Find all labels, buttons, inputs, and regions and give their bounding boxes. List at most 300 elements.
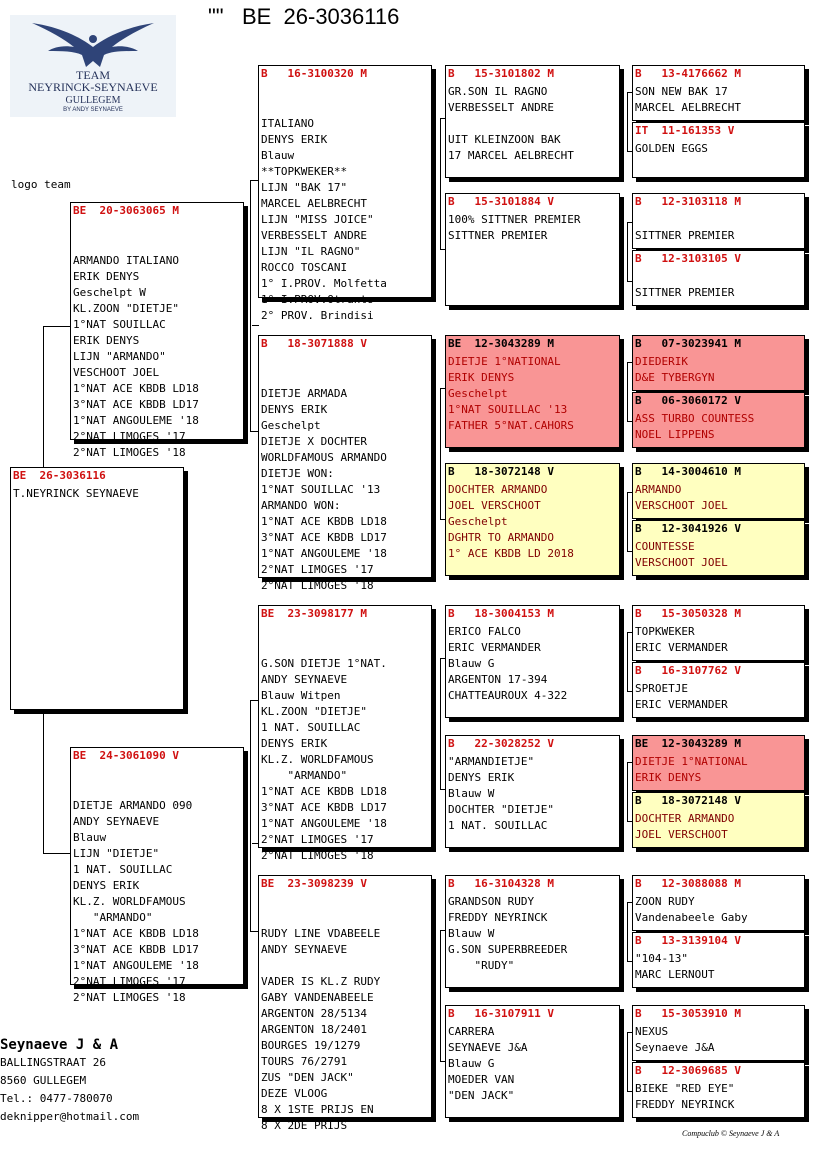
ring-header xyxy=(446,336,619,352)
detail-line: ARGENTON 18/2401 xyxy=(261,1023,367,1036)
ring-number: 12-3043289 xyxy=(474,337,541,350)
owner-email[interactable]: deknipper@hotmail.com xyxy=(0,1110,140,1123)
sex-code: M xyxy=(547,607,554,620)
ring-header xyxy=(446,194,619,210)
pigeon-details xyxy=(633,752,804,786)
sex-code: V xyxy=(734,252,741,265)
ring-header xyxy=(633,336,804,352)
ancestor-card[interactable] xyxy=(632,335,805,391)
detail-line: FATHER 5°NAT.CAHORS xyxy=(448,419,574,432)
detail-line: 2°NAT LIMOGES '17 xyxy=(261,563,374,576)
detail-line: 1° I.PROV. Molfetta xyxy=(261,277,387,290)
pigeon-details xyxy=(633,809,804,843)
connector xyxy=(252,325,259,326)
ring-number: 14-3004610 xyxy=(661,465,728,478)
detail-line: "RUDY" xyxy=(448,959,515,972)
detail-line: SITTNER PREMIER xyxy=(635,286,735,299)
ring-number: 12-3043289 xyxy=(661,737,728,750)
pigeon-details xyxy=(633,892,804,926)
pigeon-details xyxy=(446,82,619,164)
detail-line: SITTNER PREMIER xyxy=(635,229,735,242)
pedigree-title: "" BE 26-3036116 xyxy=(208,4,400,29)
ring-number: 13-4176662 xyxy=(661,67,728,80)
detail-line xyxy=(635,269,804,285)
sex-code: V xyxy=(734,394,741,407)
sex-code: V xyxy=(734,664,741,677)
ancestor-card[interactable] xyxy=(632,463,805,519)
detail-line: 1° I.PROV.Otranto xyxy=(261,293,374,306)
country-code: B xyxy=(635,465,642,478)
detail-line: Blauw W xyxy=(448,927,495,940)
pigeon-details xyxy=(633,267,804,301)
ring-number: 18-3004153 xyxy=(474,607,541,620)
sex-code: M xyxy=(734,607,741,620)
country-code: B xyxy=(635,877,642,890)
detail-line: SITTNER PREMIER xyxy=(448,229,548,242)
great-grandparent-card[interactable] xyxy=(445,65,620,178)
ancestor-card[interactable] xyxy=(632,735,805,791)
detail-line: 1°NAT ANGOULEME '18 xyxy=(261,547,387,560)
pigeon-details xyxy=(446,210,619,244)
sex-code: V xyxy=(734,1064,741,1077)
country-code: BE xyxy=(73,204,87,217)
ring-number: 18-3071888 xyxy=(287,337,354,350)
team-logo xyxy=(10,15,176,117)
ring-header xyxy=(633,194,804,210)
detail-line: ARGENTON 17-394 xyxy=(448,673,548,686)
ring-number: 16-3107762 xyxy=(661,664,728,677)
detail-line: Blauw G xyxy=(448,1057,495,1070)
detail-line: Blauw xyxy=(73,831,107,844)
detail-line: MOEDER VAN xyxy=(448,1073,515,1086)
detail-line: ANDY SEYNAEVE xyxy=(261,943,348,956)
owner-city: 8560 GULLEGEM xyxy=(0,1074,87,1087)
sex-code: M xyxy=(360,67,367,80)
detail-line: 2°NAT LIMOGES '18 xyxy=(261,579,374,592)
country-code: B xyxy=(448,465,455,478)
pigeon-details xyxy=(633,82,804,116)
ancestor-card[interactable] xyxy=(632,605,805,661)
detail-line: WORLDFAMOUS ARMANDO xyxy=(261,451,387,464)
detail-line: G.SON DIETJE 1°NAT. xyxy=(261,657,387,670)
ring-header xyxy=(446,876,619,892)
detail-line: VERSCHOOT JOEL xyxy=(635,556,728,569)
great-grandparent-card[interactable] xyxy=(445,875,620,988)
detail-line: LIJN "IL RAGNO" xyxy=(261,245,361,258)
detail-line: Geschelpt xyxy=(448,515,508,528)
detail-line: DENYS ERIK xyxy=(261,403,328,416)
ancestor-card[interactable] xyxy=(632,122,805,178)
detail-line: ERIK DENYS xyxy=(73,334,140,347)
detail-line: GRANDSON RUDY xyxy=(448,895,535,908)
detail-line: DENYS ERIK xyxy=(448,771,515,784)
pigeon-details xyxy=(633,409,804,443)
ancestor-card[interactable] xyxy=(632,792,805,848)
sex-code: M xyxy=(734,465,741,478)
detail-line: SEYNAEVE J&A xyxy=(448,1041,528,1054)
great-grandparent-card[interactable] xyxy=(445,1005,620,1118)
detail-line: DGHTR TO ARMANDO xyxy=(448,531,554,544)
sex-code: V xyxy=(360,337,367,350)
detail-line: DEZE VLOOG xyxy=(261,1087,328,1100)
detail-line: Geschelpt W xyxy=(73,286,146,299)
detail-line: G.SON SUPERBREEDER xyxy=(448,943,568,956)
ring-number: 18-3072148 xyxy=(661,794,728,807)
ancestor-card[interactable] xyxy=(632,932,805,988)
ancestor-card[interactable] xyxy=(632,193,805,249)
pigeon-details xyxy=(633,1079,804,1113)
ring-header xyxy=(446,606,619,622)
detail-line: VERBESSELT ANDRE xyxy=(448,101,554,114)
detail-line: NEXUS xyxy=(635,1025,669,1038)
detail-line: DIETJE ARMADA xyxy=(261,387,348,400)
ancestor-card[interactable] xyxy=(632,65,805,121)
detail-line: 1°NAT ACE KBDB LD18 xyxy=(261,785,387,798)
sex-code: M xyxy=(734,337,741,350)
detail-line: LIJN "ARMANDO" xyxy=(73,350,166,363)
pigeon-details xyxy=(259,892,431,1166)
detail-line: MARCEL AELBRECHT xyxy=(635,101,741,114)
detail-line: TOURS 76/2791 xyxy=(261,1055,348,1068)
country-code: B xyxy=(448,1007,455,1020)
sex-code: M xyxy=(734,877,741,890)
sex-code: M xyxy=(734,67,741,80)
detail-line: ERIC VERMANDER xyxy=(448,641,541,654)
detail-line: 1°NAT ANGOULEME '18 xyxy=(73,414,199,427)
detail-line: ARGENTON 28/5134 xyxy=(261,1007,367,1020)
detail-line: 1°NAT ANGOULEME '18 xyxy=(261,817,387,830)
detail-line: 3°NAT ACE KBDB LD17 xyxy=(261,801,387,814)
logo-caption: logo team xyxy=(11,178,71,191)
detail-line: DENYS ERIK xyxy=(73,879,140,892)
detail-line: GR.SON IL RAGNO xyxy=(448,85,548,98)
pigeon-details xyxy=(446,892,619,974)
detail-line: JOEL VERSCHOOT xyxy=(448,499,541,512)
pigeon-details xyxy=(259,82,431,356)
detail-line: ASS TURBO COUNTESS xyxy=(635,412,755,425)
detail-line: DIETJE WON: xyxy=(261,467,334,480)
logo-line-city: GULLEGEM xyxy=(65,95,121,106)
detail-line: T.NEYRINCK SEYNAEVE xyxy=(13,487,139,500)
ring-header xyxy=(633,123,804,139)
pigeon-details xyxy=(633,679,804,713)
detail-line: UIT KLEINZOON BAK xyxy=(448,133,561,146)
detail-line xyxy=(261,958,431,974)
pigeon-details xyxy=(71,219,243,493)
grandparent-card[interactable] xyxy=(258,875,432,1132)
detail-line: DOCHTER "DIETJE" xyxy=(448,803,554,816)
ring-number: 13-3139104 xyxy=(661,934,728,947)
country-code: B xyxy=(261,67,268,80)
detail-line: ZOON RUDY xyxy=(635,895,695,908)
ring-header xyxy=(446,1006,619,1022)
detail-line: 1°NAT ACE KBDB LD18 xyxy=(73,927,199,940)
ancestor-card[interactable] xyxy=(632,250,805,306)
detail-line: Blauw W xyxy=(448,787,495,800)
detail-line: VERBESSELT ANDRE xyxy=(261,229,367,242)
detail-line: "ARMANDO" xyxy=(261,769,348,782)
sex-code: M xyxy=(547,877,554,890)
sex-code: M xyxy=(360,607,367,620)
detail-line: **TOPKWEKER** xyxy=(261,165,348,178)
ring-number: 12-3041926 xyxy=(661,522,728,535)
ring-header xyxy=(633,1063,804,1079)
ring-header xyxy=(71,748,243,764)
country-code: B xyxy=(261,337,268,350)
detail-line: GOLDEN EGGS xyxy=(635,142,708,155)
grandparent-card[interactable] xyxy=(258,335,432,592)
detail-line: 1°NAT SOUILLAC xyxy=(73,318,166,331)
detail-line: 8 X 2DE PRIJS xyxy=(261,1119,348,1132)
detail-line: 3°NAT ACE KBDB LD17 xyxy=(73,398,199,411)
sex-code: V xyxy=(547,1007,554,1020)
detail-line: DENYS ERIK xyxy=(261,133,328,146)
pigeon-details xyxy=(446,1022,619,1104)
owner-phone: Tel.: 0477-780070 xyxy=(0,1092,113,1105)
detail-line: ARMANDO WON: xyxy=(261,499,341,512)
ring-header xyxy=(446,464,619,480)
pigeon-details xyxy=(446,480,619,562)
logo-line-author: BY ANDY SEYNAEVE xyxy=(63,107,123,113)
detail-line: "DEN JACK" xyxy=(448,1089,515,1102)
sex-code: V xyxy=(727,124,735,137)
ring-header xyxy=(259,336,431,352)
sex-code: V xyxy=(734,934,741,947)
detail-line: 1°NAT SOUILLAC '13 xyxy=(261,483,381,496)
country-code: B xyxy=(635,522,642,535)
ring-number: 06-3060172 xyxy=(661,394,728,407)
country-code: B xyxy=(635,195,642,208)
ring-number: 16-3107911 xyxy=(474,1007,541,1020)
country-code: BE xyxy=(73,749,87,762)
pigeon-details xyxy=(71,764,243,1038)
detail-line: Geschelpt xyxy=(261,419,321,432)
detail-line: 1° ACE KBDB LD 2018 xyxy=(448,547,574,560)
country-code: B xyxy=(635,67,642,80)
detail-line: VESCHOOT JOEL xyxy=(73,366,160,379)
ring-number: 23-3098239 xyxy=(287,877,354,890)
ring-header xyxy=(633,66,804,82)
detail-line: DIETJE ARMANDO 090 xyxy=(73,799,193,812)
pigeon-details xyxy=(446,622,619,704)
detail-line: KL.Z. WORLDFAMOUS xyxy=(261,753,374,766)
detail-line: COUNTESSE xyxy=(635,540,695,553)
detail-line: KL.ZOON "DIETJE" xyxy=(261,705,367,718)
country-code: B xyxy=(448,67,455,80)
detail-line: RUDY LINE VDABEELE xyxy=(261,927,381,940)
ring-number: 16-3104328 xyxy=(474,877,541,890)
detail-line xyxy=(635,212,804,228)
sex-code: M xyxy=(734,1007,741,1020)
country-code: B xyxy=(448,877,455,890)
ring-header xyxy=(633,933,804,949)
pigeon-details xyxy=(633,210,804,244)
great-grandparent-card[interactable] xyxy=(445,605,620,718)
ring-number: 20-3063065 xyxy=(99,204,166,217)
detail-line: 1°NAT ACE KBDB LD18 xyxy=(73,382,199,395)
ring-number: 15-3053910 xyxy=(661,1007,728,1020)
detail-line: GABY VANDENABEELE xyxy=(261,991,374,1004)
great-grandparent-card[interactable] xyxy=(445,335,620,448)
detail-line: KL.ZOON "DIETJE" xyxy=(73,302,179,315)
detail-line: VERSCHOOT JOEL xyxy=(635,499,728,512)
country-code: B xyxy=(448,607,455,620)
country-code: IT xyxy=(635,124,649,137)
connector xyxy=(43,710,71,854)
detail-line: 1°NAT SOUILLAC '13 xyxy=(448,403,568,416)
detail-line: 2°NAT LIMOGES '18 xyxy=(73,446,186,459)
country-code: BE xyxy=(13,469,27,482)
pigeon-details xyxy=(633,352,804,386)
detail-line: 1 NAT. SOUILLAC xyxy=(448,819,548,832)
detail-line: MARCEL AELBRECHT xyxy=(261,197,367,210)
detail-line: 1 NAT. SOUILLAC xyxy=(261,721,361,734)
detail-line: ERIK DENYS xyxy=(448,371,515,384)
detail-line: Seynaeve J&A xyxy=(635,1041,715,1054)
detail-line: 8 X 1STE PRIJS EN xyxy=(261,1103,374,1116)
detail-line: LIJN "DIETJE" xyxy=(73,847,160,860)
country-code: BE xyxy=(261,877,275,890)
owner-contact xyxy=(0,1036,139,1126)
detail-line: ERIK DENYS xyxy=(635,771,702,784)
detail-line: BOURGES 19/1279 xyxy=(261,1039,361,1052)
country-code: B xyxy=(635,1007,642,1020)
connector xyxy=(43,326,71,467)
detail-line: ERICO FALCO xyxy=(448,625,521,638)
country-code: B xyxy=(635,607,642,620)
country-code: B xyxy=(635,252,642,265)
subject-pigeon-card[interactable] xyxy=(10,467,184,710)
ring-number: 16-3100320 xyxy=(287,67,354,80)
ring-number: 26-3036116 xyxy=(39,469,106,482)
detail-line: 2°NAT LIMOGES '17 xyxy=(73,975,186,988)
eagle-icon xyxy=(30,17,156,69)
ring-number: 12-3088088 xyxy=(661,877,728,890)
ring-number: 07-3023941 xyxy=(661,337,728,350)
detail-line: DIETJE 1°NATIONAL xyxy=(635,755,748,768)
ancestor-card[interactable] xyxy=(632,1062,805,1118)
sire-card[interactable] xyxy=(70,202,244,459)
sex-code: V xyxy=(547,465,554,478)
ancestor-card[interactable] xyxy=(632,662,805,718)
pigeon-details xyxy=(446,352,619,434)
sex-code: V xyxy=(734,522,741,535)
ring-header xyxy=(633,521,804,537)
detail-line: 2° PROV. Brindisi xyxy=(261,309,374,322)
detail-line: SON NEW BAK 17 xyxy=(635,85,728,98)
great-grandparent-card[interactable] xyxy=(445,463,620,576)
detail-line: 2°NAT LIMOGES '17 xyxy=(73,430,186,443)
detail-line: 100% SITTNER PREMIER xyxy=(448,213,581,226)
country-code: BE xyxy=(261,607,275,620)
ring-number: 15-3101884 xyxy=(474,195,541,208)
detail-line: FREDDY NEYRINCK xyxy=(448,911,548,924)
detail-line: "104-13" xyxy=(635,952,688,965)
ancestor-card[interactable] xyxy=(632,1005,805,1061)
detail-line: 1°NAT ANGOULEME '18 xyxy=(73,959,199,972)
detail-line: VADER IS KL.Z RUDY xyxy=(261,975,381,988)
detail-line: 2°NAT LIMOGES '18 xyxy=(261,849,374,862)
detail-line: ERIC VERMANDER xyxy=(635,698,728,711)
detail-line: LIJN "MISS JOICE" xyxy=(261,213,374,226)
ring-number: 11-161353 xyxy=(661,124,722,137)
ring-number: 24-3061090 xyxy=(99,749,166,762)
detail-line: Blauw xyxy=(261,149,295,162)
detail-line: FREDDY NEYRINCK xyxy=(635,1098,735,1111)
detail-line: DIETJE X DOCHTER xyxy=(261,435,367,448)
pigeon-details xyxy=(446,752,619,834)
detail-line: DIEDERIK xyxy=(635,355,688,368)
ancestor-card[interactable] xyxy=(632,875,805,931)
grandparent-card[interactable] xyxy=(258,605,432,862)
detail-line: 1 NAT. SOUILLAC xyxy=(73,863,173,876)
detail-line: KL.Z. WORLDFAMOUS xyxy=(73,895,186,908)
detail-line: SPROETJE xyxy=(635,682,688,695)
ring-header xyxy=(633,736,804,752)
sex-code: M xyxy=(172,204,179,217)
sex-code: M xyxy=(734,737,741,750)
detail-line: ROCCO TOSCANI xyxy=(261,261,348,274)
dam-card[interactable] xyxy=(70,747,244,1004)
detail-line: ERIK DENYS xyxy=(73,270,140,283)
detail-line: 3°NAT ACE KBDB LD17 xyxy=(73,943,199,956)
ring-header xyxy=(446,736,619,752)
detail-line: D&E TYBERGYN xyxy=(635,371,715,384)
grandparent-card[interactable] xyxy=(258,65,432,322)
great-grandparent-card[interactable] xyxy=(445,735,620,848)
detail-line: 2°NAT LIMOGES '18 xyxy=(73,991,186,1004)
detail-line: Blauw G xyxy=(448,657,495,670)
detail-line: ANDY SEYNAEVE xyxy=(261,673,348,686)
detail-line: 1°NAT ACE KBDB LD18 xyxy=(261,515,387,528)
detail-line: DOCHTER ARMANDO xyxy=(635,812,735,825)
detail-line: JOEL VERSCHOOT xyxy=(635,828,728,841)
footer-credit: Compuclub © Seynaeve J & A xyxy=(682,1129,780,1138)
logo-line-name: NEYRINCK-SEYNAEVE xyxy=(28,80,158,94)
detail-line: DENYS ERIK xyxy=(261,737,328,750)
detail-line: NOEL LIPPENS xyxy=(635,428,715,441)
owner-name: Seynaeve J & A xyxy=(0,1037,119,1053)
sex-code: V xyxy=(734,794,741,807)
detail-line: BIEKE "RED EYE" xyxy=(635,1082,735,1095)
ancestor-card[interactable] xyxy=(632,520,805,576)
ring-header xyxy=(633,793,804,809)
detail-line: ERIC VERMANDER xyxy=(635,641,728,654)
country-code: B xyxy=(635,1064,642,1077)
detail-line: ITALIANO xyxy=(261,117,314,130)
country-code: B xyxy=(635,934,642,947)
logo-line-team: TEAM xyxy=(76,68,110,82)
ring-header xyxy=(259,66,431,82)
ring-header xyxy=(633,606,804,622)
ancestor-card[interactable] xyxy=(632,392,805,448)
detail-line: ZUS "DEN JACK" xyxy=(261,1071,354,1084)
detail-line: ARMANDO ITALIANO xyxy=(73,254,179,267)
detail-line xyxy=(448,116,619,132)
great-grandparent-card[interactable] xyxy=(445,193,620,306)
ring-header xyxy=(633,663,804,679)
detail-line: DIETJE 1°NATIONAL xyxy=(448,355,561,368)
country-code: B xyxy=(635,664,642,677)
sex-code: M xyxy=(734,195,741,208)
pigeon-details xyxy=(259,352,431,626)
ring-header xyxy=(633,876,804,892)
detail-line: DOCHTER ARMANDO xyxy=(448,483,548,496)
pigeon-details xyxy=(633,1022,804,1056)
ring-header xyxy=(633,464,804,480)
ring-number: 18-3072148 xyxy=(474,465,541,478)
ring-header xyxy=(633,251,804,267)
